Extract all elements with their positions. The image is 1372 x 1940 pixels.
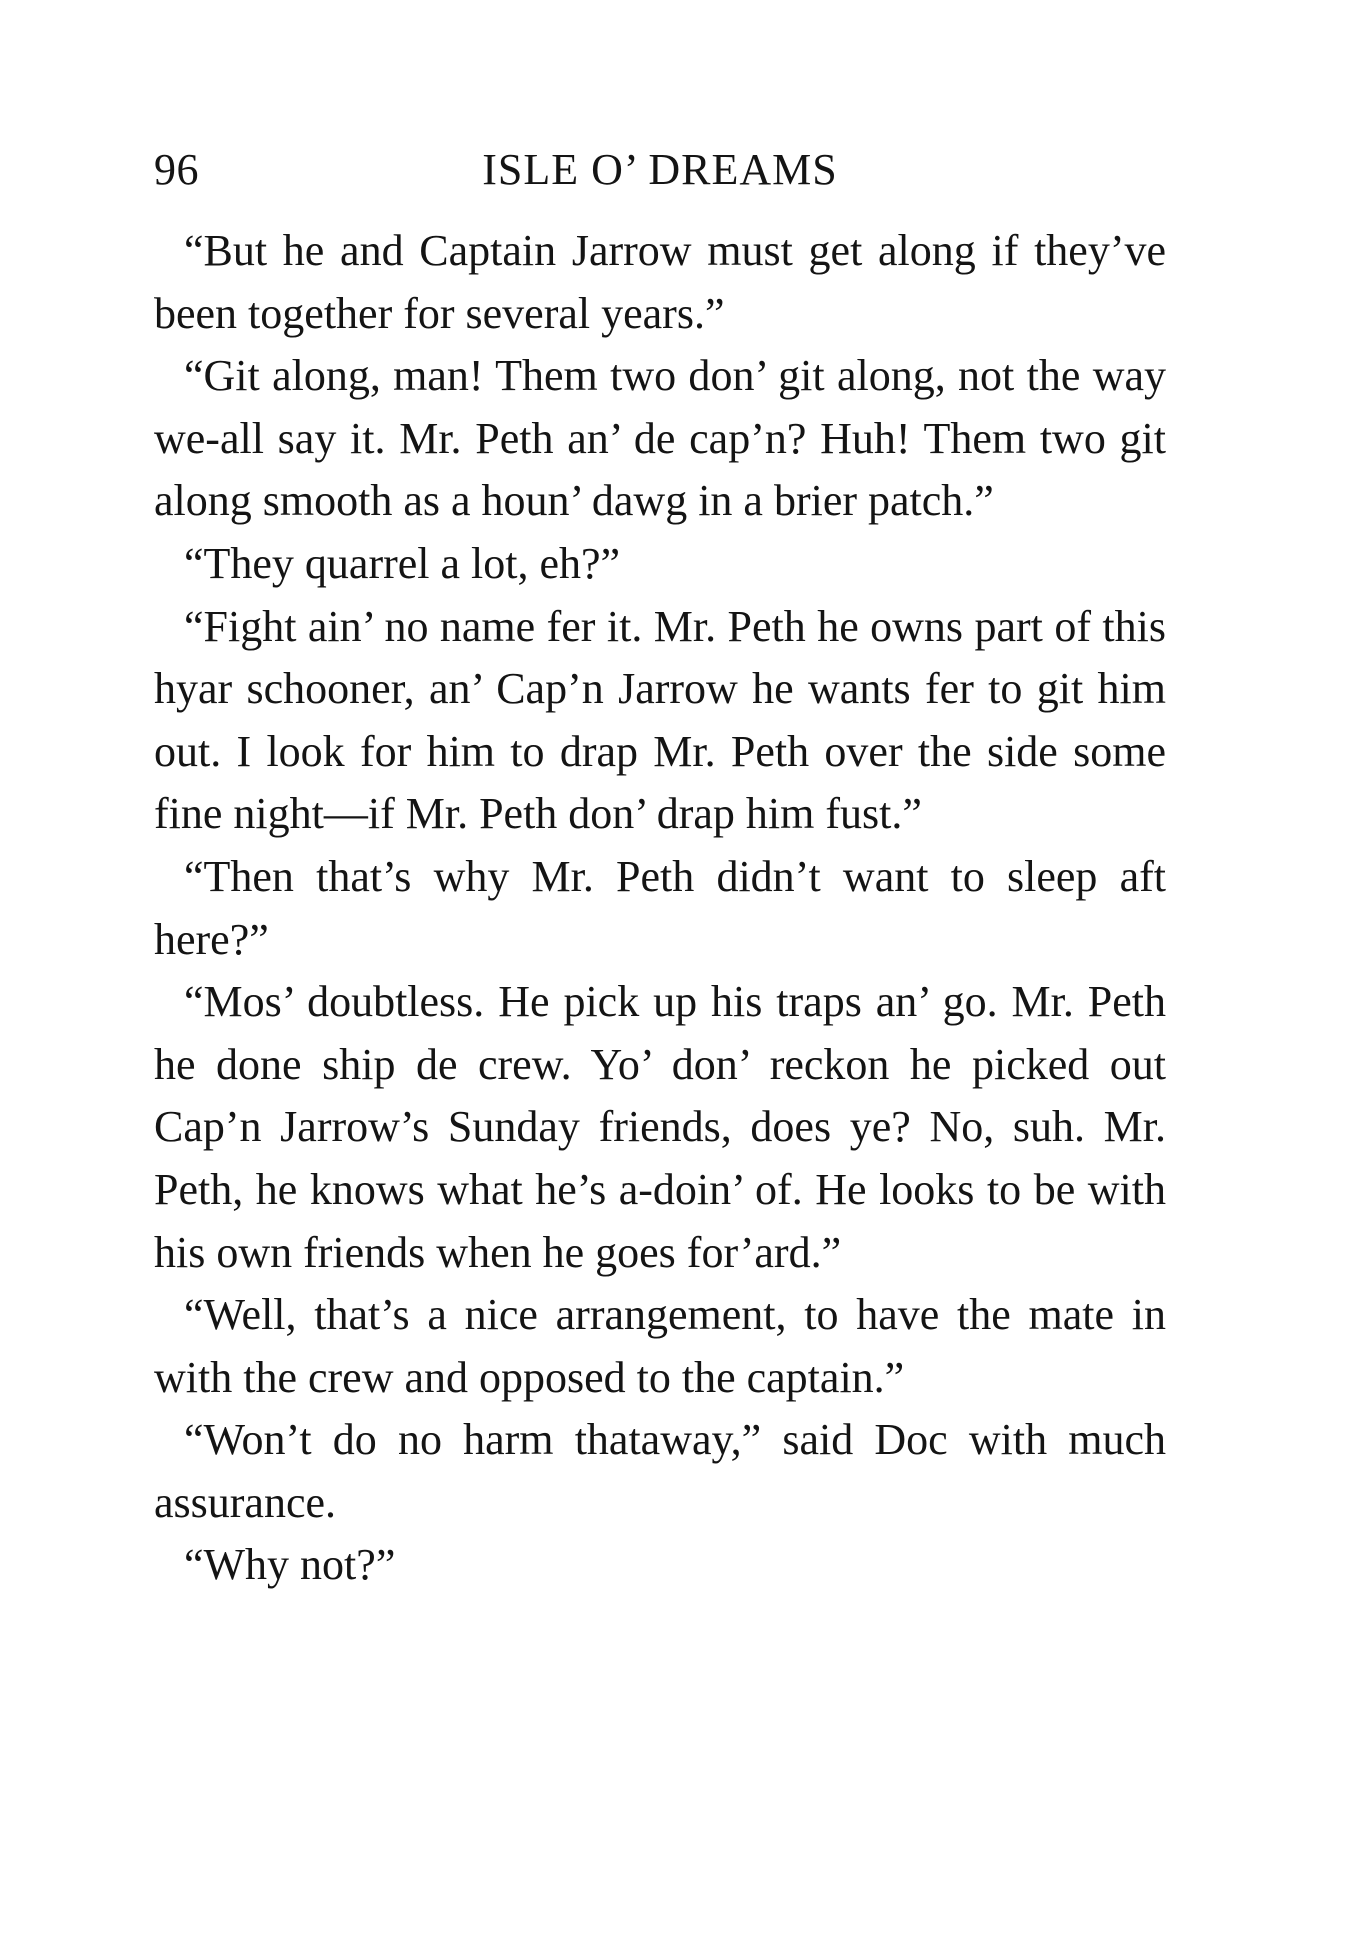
paragraph: “They quarrel a lot, eh?” — [184, 538, 621, 588]
paragraph: “Why not?” — [184, 1540, 396, 1590]
running-title: ISLE O’ DREAMS — [482, 145, 838, 194]
page-header — [154, 140, 1166, 200]
paragraph: “Then that’s why Mr. Peth didn’t want to sleep aft here?” — [154, 851, 1166, 964]
paragraph: “But he and Captain Jarrow must get along if they’ve been together for several years.” — [154, 226, 1166, 338]
paragraph: “Mos’ doubtless. He pick up his traps an’ go. Mr. Peth he done ship de crew. Yo’ don’ reckon he picked out Cap’n Jarrow’s Sunday friends, does ye? No, suh. Mr. Peth, he knows what he’s a-doin’ of. He looks to be with his own friends when he goes for’ard.” — [154, 977, 1166, 1277]
paragraph: “Fight ain’ no name fer it. Mr. Peth he owns part of this hyar schooner, an’ Cap’n Jarrow he wants fer to git him out. I look for him to drap Mr. Peth over the side some fine night—if Mr. Peth don’ drap him fust.” — [154, 601, 1166, 839]
paragraph: “Won’t do no harm thataway,” said Doc with much assurance. — [154, 1415, 1166, 1527]
paragraph: “Well, that’s a nice arrangement, to have the mate in with the crew and opposed to the captain.” — [154, 1290, 1166, 1402]
paragraph: “Git along, man! Them two don’ git along, not the way we-all say it. Mr. Peth an’ de cap’n? Huh! Them two git along smooth as a houn’ dawg in a brier patch.” — [154, 351, 1166, 526]
body-text — [154, 220, 1166, 1597]
page-number: 96 — [154, 145, 199, 194]
